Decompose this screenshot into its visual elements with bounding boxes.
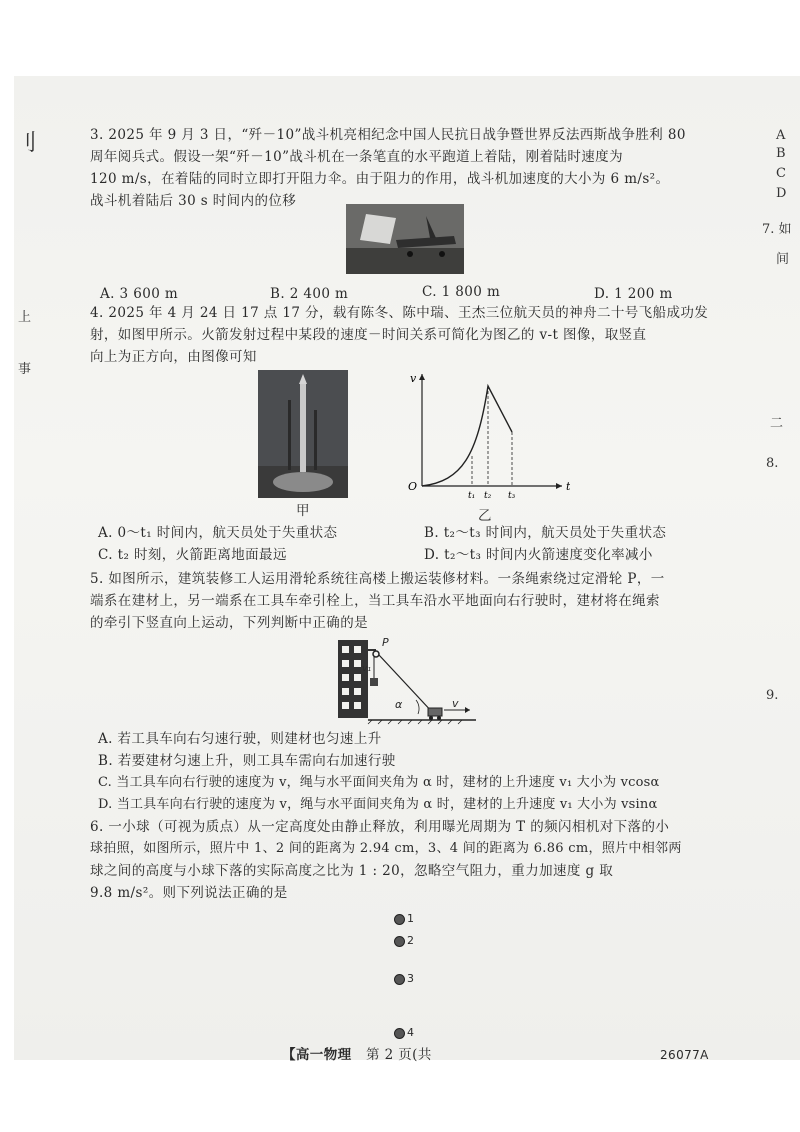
series-line <box>422 386 512 486</box>
x-axis-label: t <box>566 480 570 493</box>
tick-label: t₁ <box>468 491 476 501</box>
q4-option-b: B. t₂～t₃ 时间内，航天员处于失重状态 <box>424 525 667 541</box>
q3-line: 战斗机着陆后 30 s 时间内的位移 <box>90 193 297 209</box>
right-edge-text: 8. <box>766 456 779 471</box>
q4-line: 射，如图甲所示。火箭发射过程中某段的速度－时间关系可简化为图乙的 v-t 图像，取竖直 <box>90 327 647 343</box>
figure-a-label: 甲 <box>296 503 310 519</box>
x-axis-arrow <box>556 483 562 489</box>
q6-line: 9.8 m/s²。则下列说法正确的是 <box>90 885 288 901</box>
q4-line: 4. 2025 年 4 月 24 日 17 点 17 分，载有陈冬、陈中瑞、王杰三位航天员的神舟二十号飞船成功发 <box>90 305 709 321</box>
right-edge-text: C <box>776 166 786 181</box>
q5-option-b: B. 若要建材匀速上升，则工具车需向右加速行驶 <box>98 753 396 769</box>
q3-option-a: A. 3 600 m <box>100 286 179 302</box>
ball-label: 3 <box>407 972 414 985</box>
q5-line: 端系在建材上，另一端系在工具车牵引栓上，当工具车沿水平地面向右行驶时，建材将在绳索 <box>90 593 660 609</box>
q3-line: 3. 2025 年 9 月 3 日，“歼－10”战斗机亮相纪念中国人民抗日战争暨世界反法西斯战争胜利 80 <box>90 127 686 143</box>
ball-1 <box>394 914 405 925</box>
ball-label: 2 <box>407 934 414 947</box>
right-edge-text: A <box>776 128 786 143</box>
right-edge-text: D <box>776 186 787 201</box>
q5-option-a: A. 若工具车向右匀速行驶，则建材也匀速上升 <box>98 731 382 747</box>
right-edge-text: 二 <box>770 416 784 431</box>
q6-line: 球之间的高度与小球下落的实际高度之比为 1 : 20，忽略空气阻力，重力加速度 g 取 <box>90 863 614 879</box>
angle-label: α <box>395 698 403 711</box>
pulley-diagram <box>330 634 480 726</box>
q4-line: 向上为正方向，由图像可知 <box>90 349 257 365</box>
pulley-label: P <box>382 636 389 649</box>
ball-label: 4 <box>407 1026 414 1039</box>
velocity-label: v <box>452 697 459 710</box>
figure-b-label: 乙 <box>478 508 492 524</box>
q6-line: 6. 一小球（可视为质点）从一定高度处由静止释放，利用曝光周期为 T 的频闪相机对下落的小 <box>90 819 670 835</box>
q5-line: 的牵引下竖直向上运动，下列判断中正确的是 <box>90 615 368 631</box>
tick-label: t₃ <box>508 491 516 501</box>
q5-line: 5. 如图所示，建筑装修工人运用滑轮系统往高楼上搬运装修材料。一条绳索绕过定滑轮 P，一 <box>90 571 665 587</box>
tick-label: t₂ <box>484 491 492 501</box>
right-edge-text: 7. 如 <box>762 222 792 237</box>
rocket-launch-photo <box>258 370 348 498</box>
q6-line: 球拍照，如图所示，照片中 1、2 间的距离为 2.94 cm，3、4 间的距离为 6.86 cm，照片中相邻两 <box>90 841 682 856</box>
footer-code: 26077A <box>660 1048 709 1062</box>
ball-2 <box>394 936 405 947</box>
q4-option-d: D. t₂～t₃ 时间内火箭速度变化率减小 <box>424 547 653 563</box>
fighter-jet-photo <box>346 204 464 274</box>
left-edge-char: 刂 <box>15 131 38 156</box>
q5-option-d: D. 当工具车向右行驶的速度为 v，绳与水平面间夹角为 α 时，建材的上升速度 v₁ 大小为 vsinα <box>98 797 658 812</box>
q3-option-d: D. 1 200 m <box>594 286 673 302</box>
footer-page: 第 2 页(共 <box>366 1047 432 1063</box>
q4-option-c: C. t₂ 时刻，火箭距离地面最远 <box>98 547 287 563</box>
right-edge-text: 间 <box>776 252 790 267</box>
velocity1-label: v₁ <box>362 664 371 674</box>
y-axis-arrow <box>419 374 425 380</box>
q4-option-a: A. 0～t₁ 时间内，航天员处于失重状态 <box>98 525 338 541</box>
right-edge-text: 9. <box>766 688 779 703</box>
ball-label: 1 <box>407 912 414 925</box>
q5-option-c: C. 当工具车向右行驶的速度为 v，绳与水平面间夹角为 α 时，建材的上升速度 v₁ 大小为 vcosα <box>98 775 660 790</box>
left-edge-char: 上 <box>18 310 32 325</box>
q3-option-b: B. 2 400 m <box>270 286 349 302</box>
y-axis-label: v <box>410 372 417 385</box>
ball-4 <box>394 1028 405 1039</box>
q3-line: 周年阅兵式。假设一架“歼－10”战斗机在一条笔直的水平跑道上着陆，刚着陆时速度为 <box>90 149 623 165</box>
q3-option-c: C. 1 800 m <box>422 284 501 300</box>
origin-label: O <box>408 480 418 493</box>
vt-chart <box>400 368 570 508</box>
footer-subject: 【高一物理 <box>282 1047 352 1063</box>
ball-3 <box>394 974 405 985</box>
q3-line: 120 m/s，在着陆的同时立即打开阻力伞。由于阻力的作用，战斗机加速度的大小为 6 m/s²。 <box>90 171 670 187</box>
right-edge-text: B <box>776 146 786 161</box>
left-edge-char: 事 <box>18 362 32 377</box>
